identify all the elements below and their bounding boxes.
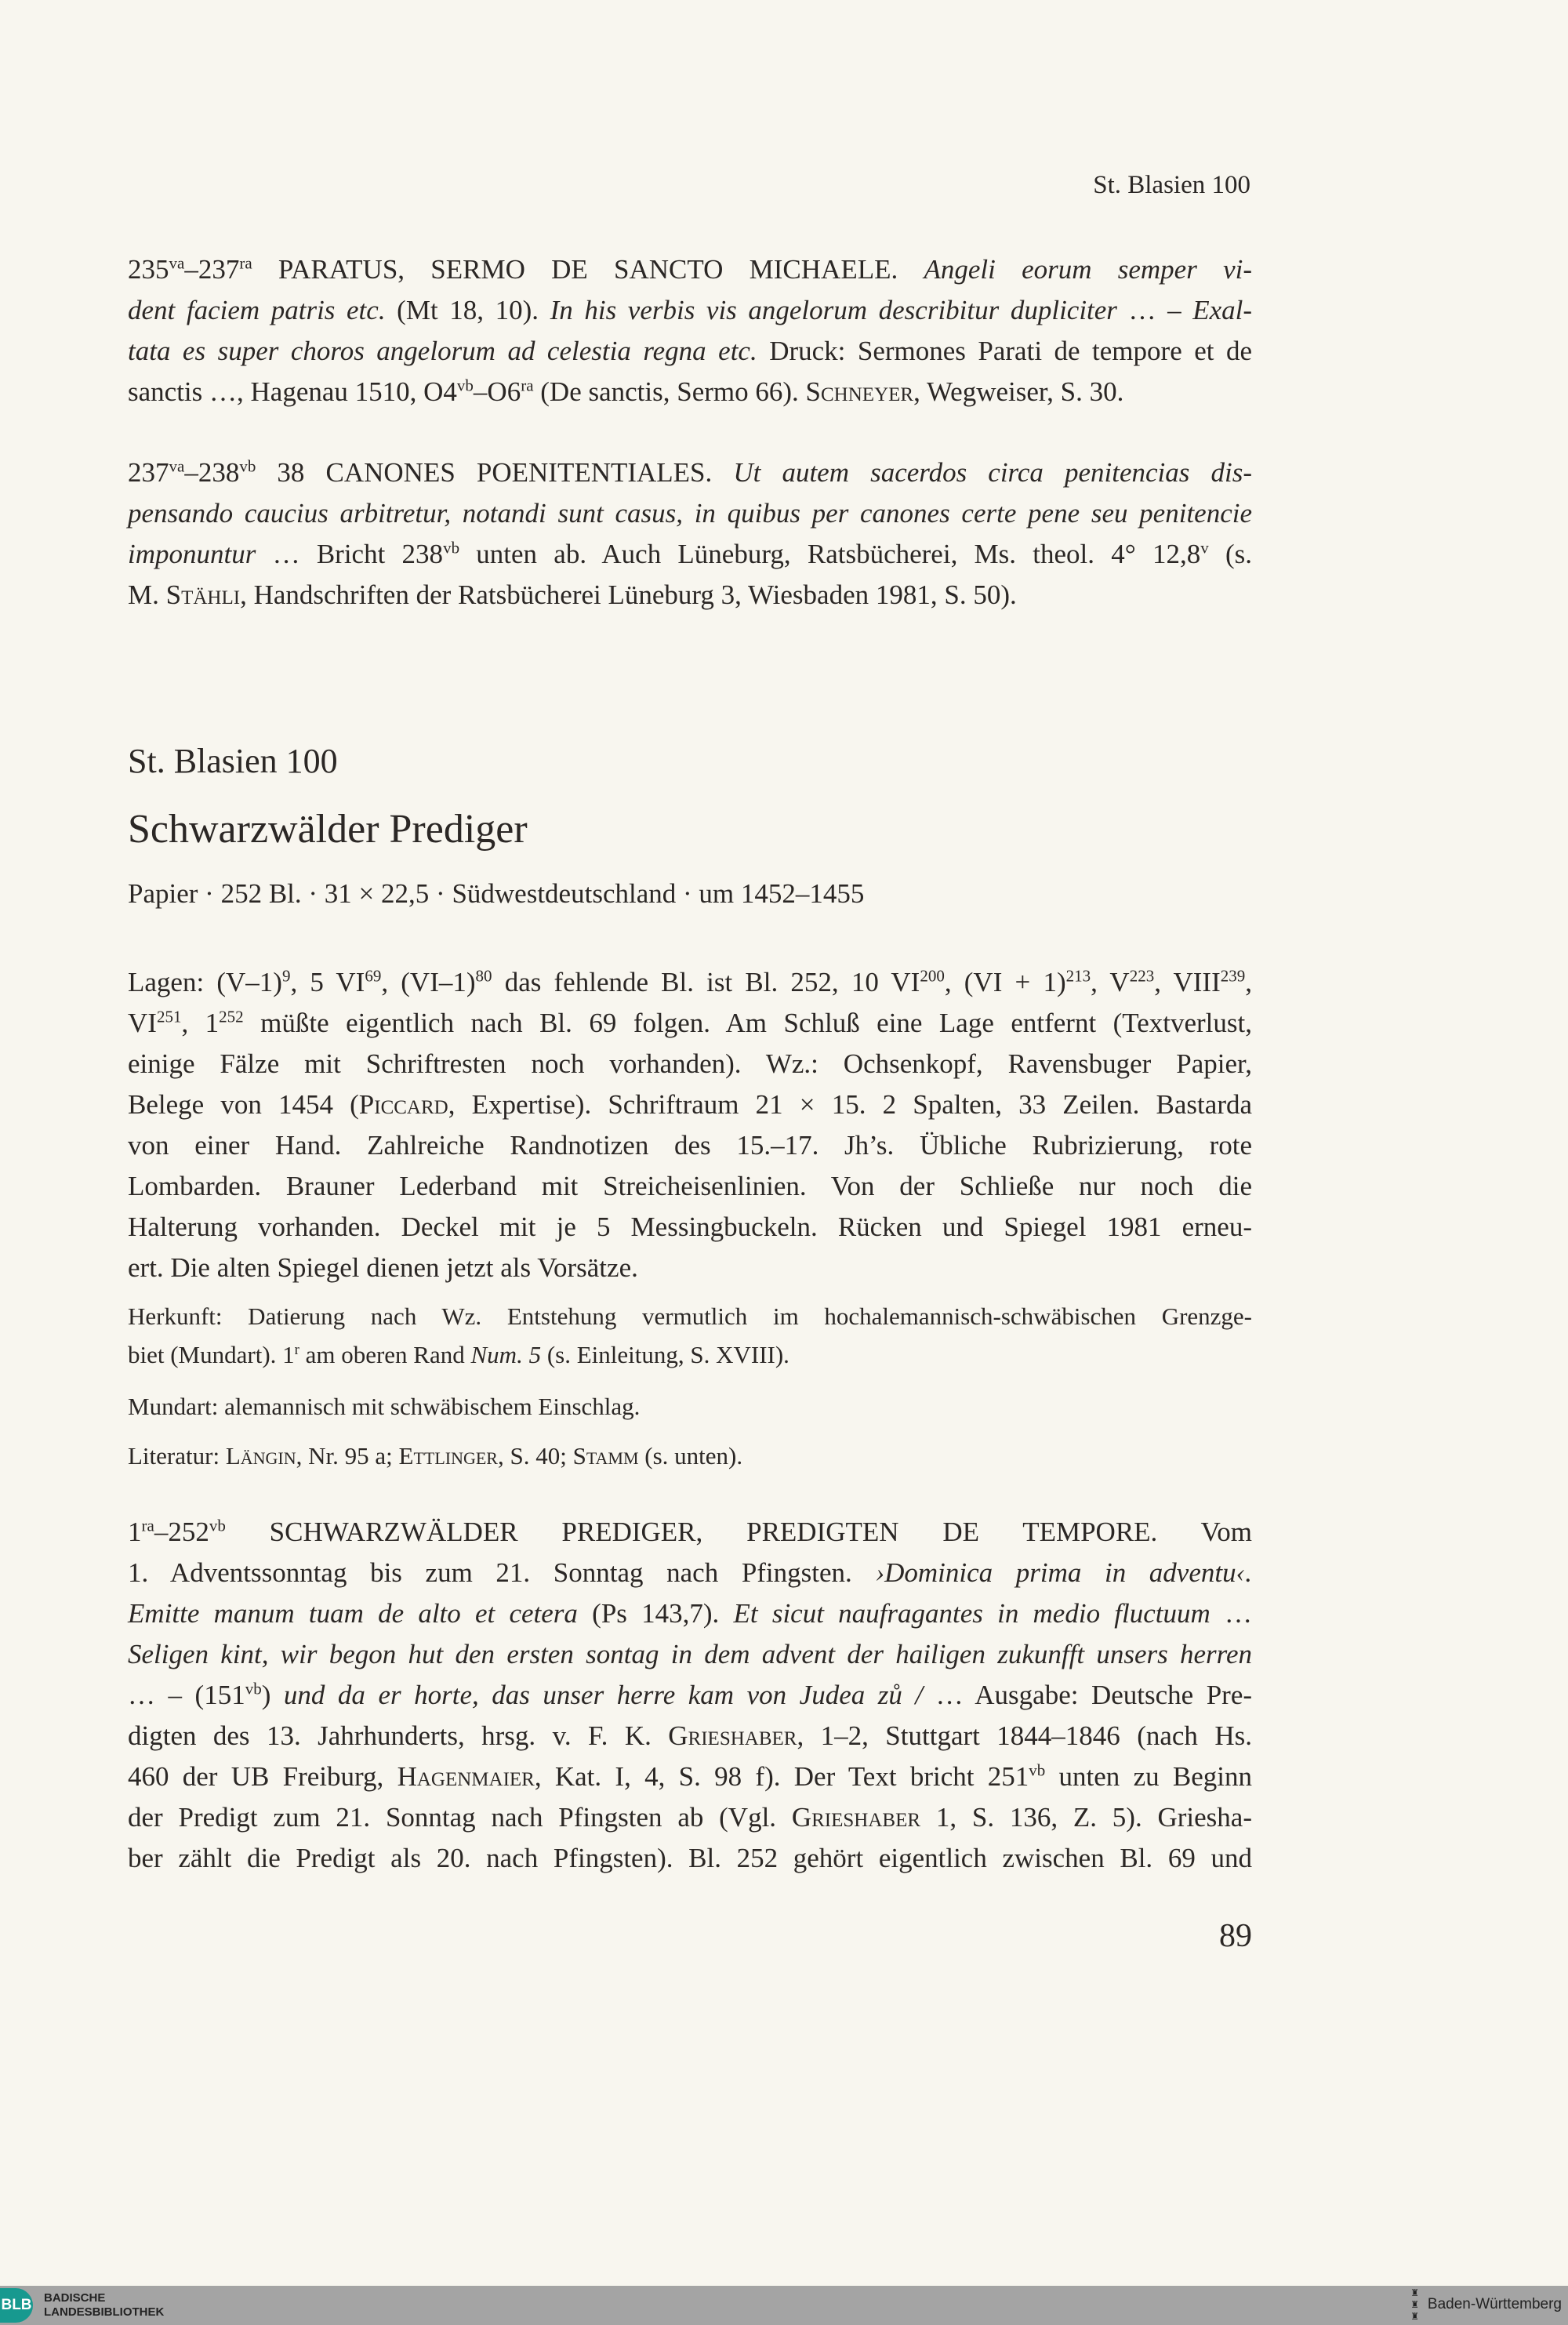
text-segment: , Nr. 95 a; bbox=[296, 1442, 399, 1469]
manuscript-meta: Papier · 252 Bl. · 31 × 22,5 · Südwestdeutschland · um 1452–1455 bbox=[128, 878, 865, 909]
text-segment: , Wegweiser, S. 30. bbox=[913, 376, 1124, 407]
small-caps-text: Schneyer bbox=[805, 376, 914, 407]
text-line bbox=[128, 1716, 1252, 1756]
italic-text: Ut autem sacerdos circa penitencias dis- bbox=[733, 457, 1252, 488]
running-head: St. Blasien 100 bbox=[1093, 171, 1250, 199]
small-caps-text: Ettlinger bbox=[398, 1442, 498, 1469]
italic-text: Num. 5 bbox=[470, 1341, 542, 1368]
text-segment: M. bbox=[128, 579, 166, 610]
text-line bbox=[128, 1797, 1252, 1838]
superscript: 251 bbox=[156, 1007, 182, 1026]
text-segment: müßte eigentlich nach Bl. 69 folgen. Am Schluß eine Lage entfernt (Textverlust, bbox=[243, 1008, 1252, 1038]
italic-text: pensando caucius arbitretur, notandi sunt casus, in quibus per canones certe pene seu penitencie bbox=[128, 498, 1252, 529]
small-caps-text: Hagenmaier bbox=[397, 1761, 535, 1792]
superscript: 213 bbox=[1065, 966, 1091, 986]
small-caps-text: Grieshaber bbox=[668, 1720, 797, 1751]
text-segment: … Ausgabe: Deutsche Pre- bbox=[923, 1680, 1253, 1710]
text-segment: , (VI–1) bbox=[381, 967, 476, 997]
text-segment: –O6 bbox=[473, 376, 521, 407]
manuscript-title: Schwarzwälder Prediger bbox=[128, 807, 528, 852]
text-segment: , (VI + 1) bbox=[944, 967, 1066, 997]
italic-text: Et sicut naufragantes in medio fluctuum bbox=[733, 1598, 1210, 1629]
text-segment: , V bbox=[1091, 967, 1130, 997]
entry-schwarzwaelder-prediger bbox=[128, 1512, 1252, 1879]
text-segment: … bbox=[1210, 1598, 1253, 1629]
text-line bbox=[128, 1044, 1252, 1084]
text-segment: von einer Hand. Zahlreiche Randnotizen des 15.–17. Jh’s. Übliche Rubrizierung, rote bbox=[128, 1130, 1252, 1161]
footer-bar bbox=[0, 2286, 1568, 2325]
text-segment: ber zählt die Predigt als 20. nach Pfingsten). Bl. 252 gehört eigentlich zwischen Bl. 69 und bbox=[128, 1843, 1252, 1873]
text-segment: digten des 13. Jahrhunderts, hrsg. v. F. K. bbox=[128, 1720, 669, 1751]
text-line bbox=[128, 575, 1252, 616]
library-name-line2: LANDESBIBLIOTHEK bbox=[44, 2305, 165, 2319]
state-lions-icon: ♜ ♜ ♜ bbox=[1410, 2287, 1419, 2322]
text-line bbox=[128, 1756, 1252, 1797]
text-segment: 460 der UB Freiburg, bbox=[128, 1761, 397, 1792]
superscript: vb bbox=[443, 538, 460, 558]
text-line bbox=[128, 962, 1252, 1003]
italic-text: Angeli eorum semper vi- bbox=[924, 254, 1253, 285]
superscript: 200 bbox=[920, 966, 945, 986]
text-line bbox=[128, 1387, 1252, 1426]
entry-paratus-sermo bbox=[128, 249, 1252, 412]
text-segment: , Expertise). Schriftraum 21 × 15. 2 Spalten, 33 Zeilen. Bastarda bbox=[448, 1089, 1253, 1120]
text-segment: , VIII bbox=[1154, 967, 1221, 997]
small-caps-text: Stähli bbox=[165, 579, 241, 610]
text-line bbox=[128, 1166, 1252, 1207]
text-segment: , 1 bbox=[181, 1008, 220, 1038]
text-segment: –237 bbox=[184, 254, 240, 285]
small-caps-text: Längin bbox=[225, 1442, 296, 1469]
text-segment: … – (151 bbox=[128, 1680, 245, 1710]
text-line bbox=[128, 493, 1252, 534]
text-line bbox=[128, 1297, 1252, 1335]
text-segment: , 5 VI bbox=[290, 967, 365, 997]
text-segment: , bbox=[1245, 967, 1252, 997]
superscript: ra bbox=[239, 253, 252, 273]
text-segment: VI bbox=[128, 1008, 157, 1038]
text-segment: SCHWARZWÄLDER PREDIGER, PREDIGTEN DE TEMPORE. Vom bbox=[225, 1517, 1252, 1547]
text-segment: 1 bbox=[128, 1517, 142, 1547]
italic-text: ›Dominica prima in adventu‹. bbox=[875, 1557, 1253, 1588]
text-line bbox=[128, 1437, 1252, 1475]
superscript: v bbox=[1200, 538, 1209, 558]
library-name bbox=[44, 2291, 164, 2320]
literature-note bbox=[128, 1437, 1252, 1475]
text-segment: , S. 40; bbox=[497, 1442, 573, 1469]
italic-text: Seligen kint, wir begon hut den ersten sontag in dem advent der hailigen zukunfft unsers herren bbox=[128, 1639, 1252, 1669]
text-line bbox=[128, 1512, 1252, 1553]
text-segment: –238 bbox=[184, 457, 240, 488]
text-line bbox=[128, 1553, 1252, 1593]
blb-logo-icon[interactable]: BLB bbox=[0, 2288, 33, 2323]
text-segment: (s. Einleitung, S. XVIII). bbox=[541, 1341, 789, 1368]
text-line bbox=[128, 290, 1252, 331]
text-segment: Lombarden. Brauner Lederband mit Streicheisenlinien. Von der Schließe nur noch die bbox=[128, 1171, 1252, 1201]
text-line bbox=[128, 1675, 1252, 1716]
text-segment: (s. bbox=[1208, 539, 1252, 569]
text-line bbox=[128, 1634, 1252, 1675]
text-segment: Belege von 1454 ( bbox=[128, 1089, 359, 1120]
text-segment: ert. Die alten Spiegel dienen jetzt als Vorsätze. bbox=[128, 1252, 638, 1283]
text-line bbox=[128, 1335, 1252, 1374]
text-segment: (Mt 18, 10). bbox=[385, 295, 550, 325]
text-line bbox=[128, 249, 1252, 290]
italic-text: Emitte manum tuam de alto et cetera bbox=[128, 1598, 578, 1629]
text-segment: sanctis …, Hagenau 1510, O4 bbox=[128, 376, 457, 407]
text-line bbox=[128, 1593, 1252, 1634]
text-segment: unten zu Beginn bbox=[1045, 1761, 1252, 1792]
text-segment: biet (Mundart). 1 bbox=[128, 1341, 295, 1368]
text-line bbox=[128, 1248, 1252, 1288]
text-segment: (De sanctis, Sermo 66). bbox=[533, 376, 806, 407]
text-segment: (Ps 143,7). bbox=[577, 1598, 734, 1629]
text-segment: 1. Adventssonntag bis zum 21. Sonntag nach Pfingsten. bbox=[128, 1557, 876, 1588]
superscript: va bbox=[169, 456, 185, 476]
small-caps-text: Piccard bbox=[358, 1089, 448, 1120]
text-segment: Herkunft: Datierung nach Wz. Entstehung vermutlich im hochalemannisch-schwäbischen Grenzge- bbox=[128, 1302, 1252, 1330]
small-caps-text: Stamm bbox=[572, 1442, 639, 1469]
text-segment: ) bbox=[261, 1680, 284, 1710]
superscript: 9 bbox=[281, 966, 291, 986]
superscript: 69 bbox=[365, 966, 382, 986]
text-segment: Druck: Sermones Parati de tempore et de bbox=[757, 336, 1252, 366]
superscript: r bbox=[294, 1341, 299, 1358]
text-line bbox=[128, 1003, 1252, 1044]
superscript: 80 bbox=[475, 966, 492, 986]
text-segment: 235 bbox=[128, 254, 169, 285]
text-segment: PARATUS, SERMO DE SANCTO MICHAELE. bbox=[252, 254, 924, 285]
codicology-description bbox=[128, 962, 1252, 1288]
text-segment: am oberen Rand bbox=[299, 1341, 471, 1368]
superscript: va bbox=[169, 253, 185, 273]
superscript: ra bbox=[141, 1516, 154, 1535]
italic-text: In his verbis vis angelorum describitur dupliciter bbox=[550, 295, 1117, 325]
superscript: ra bbox=[521, 376, 534, 395]
text-segment: (s. unten). bbox=[638, 1442, 743, 1469]
italic-text: imponuntur bbox=[128, 539, 256, 569]
superscript: 239 bbox=[1220, 966, 1246, 986]
italic-text: tata es super choros angelorum ad celestia regna etc. bbox=[128, 336, 757, 366]
text-segment: … Bricht 238 bbox=[256, 539, 444, 569]
italic-text: Exal- bbox=[1192, 295, 1253, 325]
library-name-line1: BADISCHE bbox=[44, 2291, 106, 2305]
superscript: 223 bbox=[1129, 966, 1155, 986]
entry-canones-poenitentiales bbox=[128, 452, 1252, 616]
text-segment: Literatur: bbox=[128, 1442, 226, 1469]
text-segment: das fehlende Bl. ist Bl. 252, 10 VI bbox=[492, 967, 920, 997]
text-line bbox=[128, 1125, 1252, 1166]
dialect-note bbox=[128, 1387, 1252, 1426]
text-line bbox=[128, 534, 1252, 575]
text-segment: 237 bbox=[128, 457, 169, 488]
text-line bbox=[128, 1207, 1252, 1248]
superscript: 252 bbox=[219, 1007, 244, 1026]
text-line bbox=[128, 372, 1252, 412]
italic-text: und da er horte, das unser herre kam von Judea zů / bbox=[283, 1680, 924, 1710]
text-segment: Lagen: (V–1) bbox=[128, 967, 282, 997]
text-segment: 38 CANONES POENITENTIALES. bbox=[256, 457, 734, 488]
text-segment: unten ab. Auch Lüneburg, Ratsbücherei, Ms. theol. 4° 12,8 bbox=[459, 539, 1201, 569]
superscript: vb bbox=[245, 1679, 262, 1698]
text-segment: Halterung vorhanden. Deckel mit je 5 Messingbuckeln. Rücken und Spiegel 1981 erneu- bbox=[128, 1212, 1252, 1242]
manuscript-signature-heading: St. Blasien 100 bbox=[128, 742, 338, 780]
text-line bbox=[128, 331, 1252, 372]
text-segment: einige Fälze mit Schriftresten noch vorhanden). Wz.: Ochsenkopf, Ravensbuger Papier, bbox=[128, 1048, 1252, 1079]
superscript: vb bbox=[209, 1516, 226, 1535]
text-line bbox=[128, 452, 1252, 493]
italic-text: dent faciem patris etc. bbox=[128, 295, 386, 325]
state-name[interactable]: Baden-Württemberg bbox=[1427, 2296, 1562, 2312]
provenance-note bbox=[128, 1297, 1252, 1374]
superscript: vb bbox=[1029, 1760, 1046, 1780]
text-segment: , Kat. I, 4, S. 98 f). Der Text bricht 251 bbox=[534, 1761, 1029, 1792]
text-segment: –252 bbox=[154, 1517, 209, 1547]
superscript: vb bbox=[239, 456, 256, 476]
superscript: vb bbox=[456, 376, 474, 395]
text-segment: … – bbox=[1116, 295, 1193, 325]
page-number: 89 bbox=[1219, 1918, 1252, 1954]
small-caps-text: Grieshaber bbox=[791, 1802, 921, 1833]
text-segment: , 1–2, Stuttgart 1844–1846 (nach Hs. bbox=[797, 1720, 1252, 1751]
text-segment: , Handschriften der Ratsbücherei Lüneburg 3, Wiesbaden 1981, S. 50). bbox=[240, 579, 1017, 610]
text-segment: 1, S. 136, Z. 5). Griesha- bbox=[920, 1802, 1252, 1833]
text-segment: Mundart: alemannisch mit schwäbischem Einschlag. bbox=[128, 1393, 641, 1420]
text-line bbox=[128, 1084, 1252, 1125]
text-segment: der Predigt zum 21. Sonntag nach Pfingsten ab (Vgl. bbox=[128, 1802, 792, 1833]
text-line bbox=[128, 1838, 1252, 1879]
